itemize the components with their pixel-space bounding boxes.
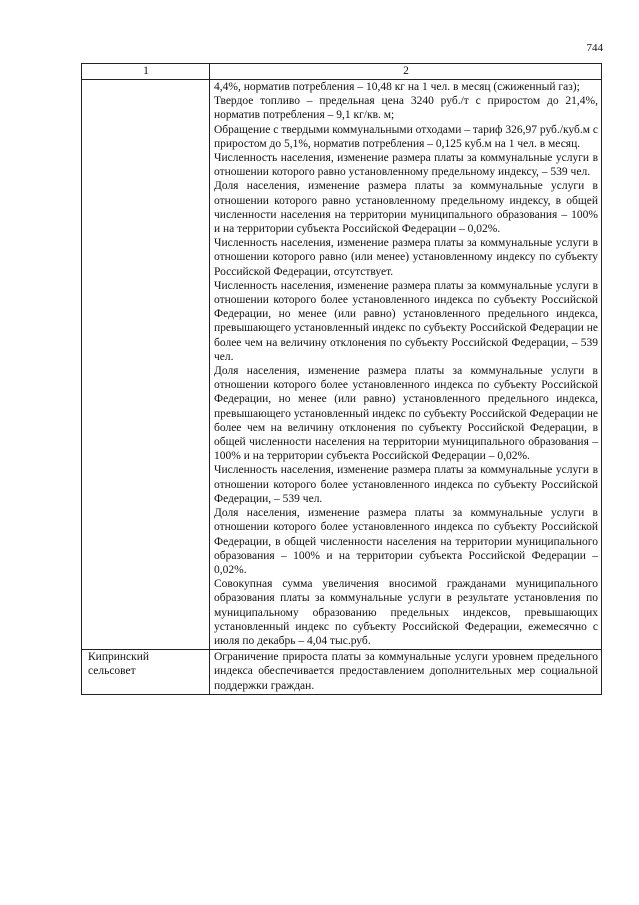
paragraph-solid-fuel: Твердое топливо – предельная цена 3240 руб./т с приростом до 21,4%, норматив потребления – 9,1 кг/кв. м;: [214, 95, 598, 122]
paragraph-share-within-deviation: Доля населения, изменение размера платы за коммунальные услуги в отношении которого более установленного индекса по субъекту Российской Федерации, но менее (или равно) установленного предельного индекса, превышающего установленный индекс по субъекту Российской Федерации не более чем на величину отклонения по субъекту Российской Федерации, в общей численности населения на территории муниципального образования – 100% и на территории субъекта Российской Федерации – 0,02%.: [214, 365, 598, 463]
paragraph-share-above: Доля населения, изменение размера платы за коммунальные услуги в отношении которого более установленного индекса по субъекту Российской Федерации, в общей численности населения на территории муниципального образования – 100% и на территории субъекта Российской Федерации – 0,02%.: [214, 507, 598, 576]
table-header-row: [82, 64, 602, 80]
paragraph-share-equal: Доля населения, изменение размера платы за коммунальные услуги в отношении которого равно установленному предельному индексу, в общей численности населения на территории муниципального образования – 100% и на территории субъекта Российской Федерации – 0,02%.: [214, 180, 598, 236]
paragraph-population-equal: Численность населения, изменение размера платы за коммунальные услуги в отношении которого равно установленному предельному индексу, – 539 чел.: [214, 152, 598, 179]
row-label-cell: [82, 650, 210, 695]
table-row: [82, 80, 602, 650]
paragraph-population-below: Численность населения, изменение размера платы за коммунальные услуги в отношении которого равно (или менее) установленному индексу по субъекту Российской Федерации, отсутствует.: [214, 237, 598, 278]
paragraph-population-above: Численность населения, изменение размера платы за коммунальные услуги в отношении которого более установленного индекса по субъекту Российской Федерации, – 539 чел.: [214, 464, 598, 505]
paragraph-waste-tariff: Обращение с твердыми коммунальными отходами – тариф 326,97 руб./куб.м с приростом до 5,1%, норматив потребления – 0,125 куб.м на 1 чел. в месяц.: [214, 123, 598, 150]
paragraph-gas-norm: 4,4%, норматив потребления – 10,48 кг на 1 чел. в месяц (сжиженный газ);: [214, 81, 580, 93]
page-number: 744: [586, 42, 603, 54]
column-header-2: 2: [210, 64, 602, 80]
row-content-cell: [210, 650, 602, 695]
row-label-cell: [82, 80, 210, 650]
paragraph-population-within-deviation: Численность населения, изменение размера платы за коммунальные услуги в отношении которого более установленного индекса по субъекту Российской Федерации, но менее (или равно) установленного предельного индекса, превышающего установленный индекс по субъекту Российской Федерации не более чем на величину отклонения по субъекту Российской Федерации, – 539 чел.: [214, 279, 598, 363]
municipality-name-line1: Кипринский: [88, 651, 150, 664]
table-row: [82, 650, 602, 695]
paragraph-total-increase: Совокупная сумма увеличения вносимой гражданами муниципального образования платы за коммунальные услуги в результате установления по муниципальному образованию предельных индексов, превышающих установленный индекс по субъекту Российской Федерации, ежемесячно с июля по декабрь – 4,04 тыс.руб.: [214, 578, 598, 647]
municipality-name-line2: сельсовет: [88, 665, 136, 678]
column-header-1: 1: [82, 64, 210, 80]
paragraph-support-measures: Ограничение прироста платы за коммунальные услуги уровнем предельного индекса обеспечивается предоставлением дополнительных мер социальной поддержки граждан.: [214, 651, 598, 692]
row-content-cell: [210, 80, 602, 650]
data-table: [81, 63, 602, 695]
